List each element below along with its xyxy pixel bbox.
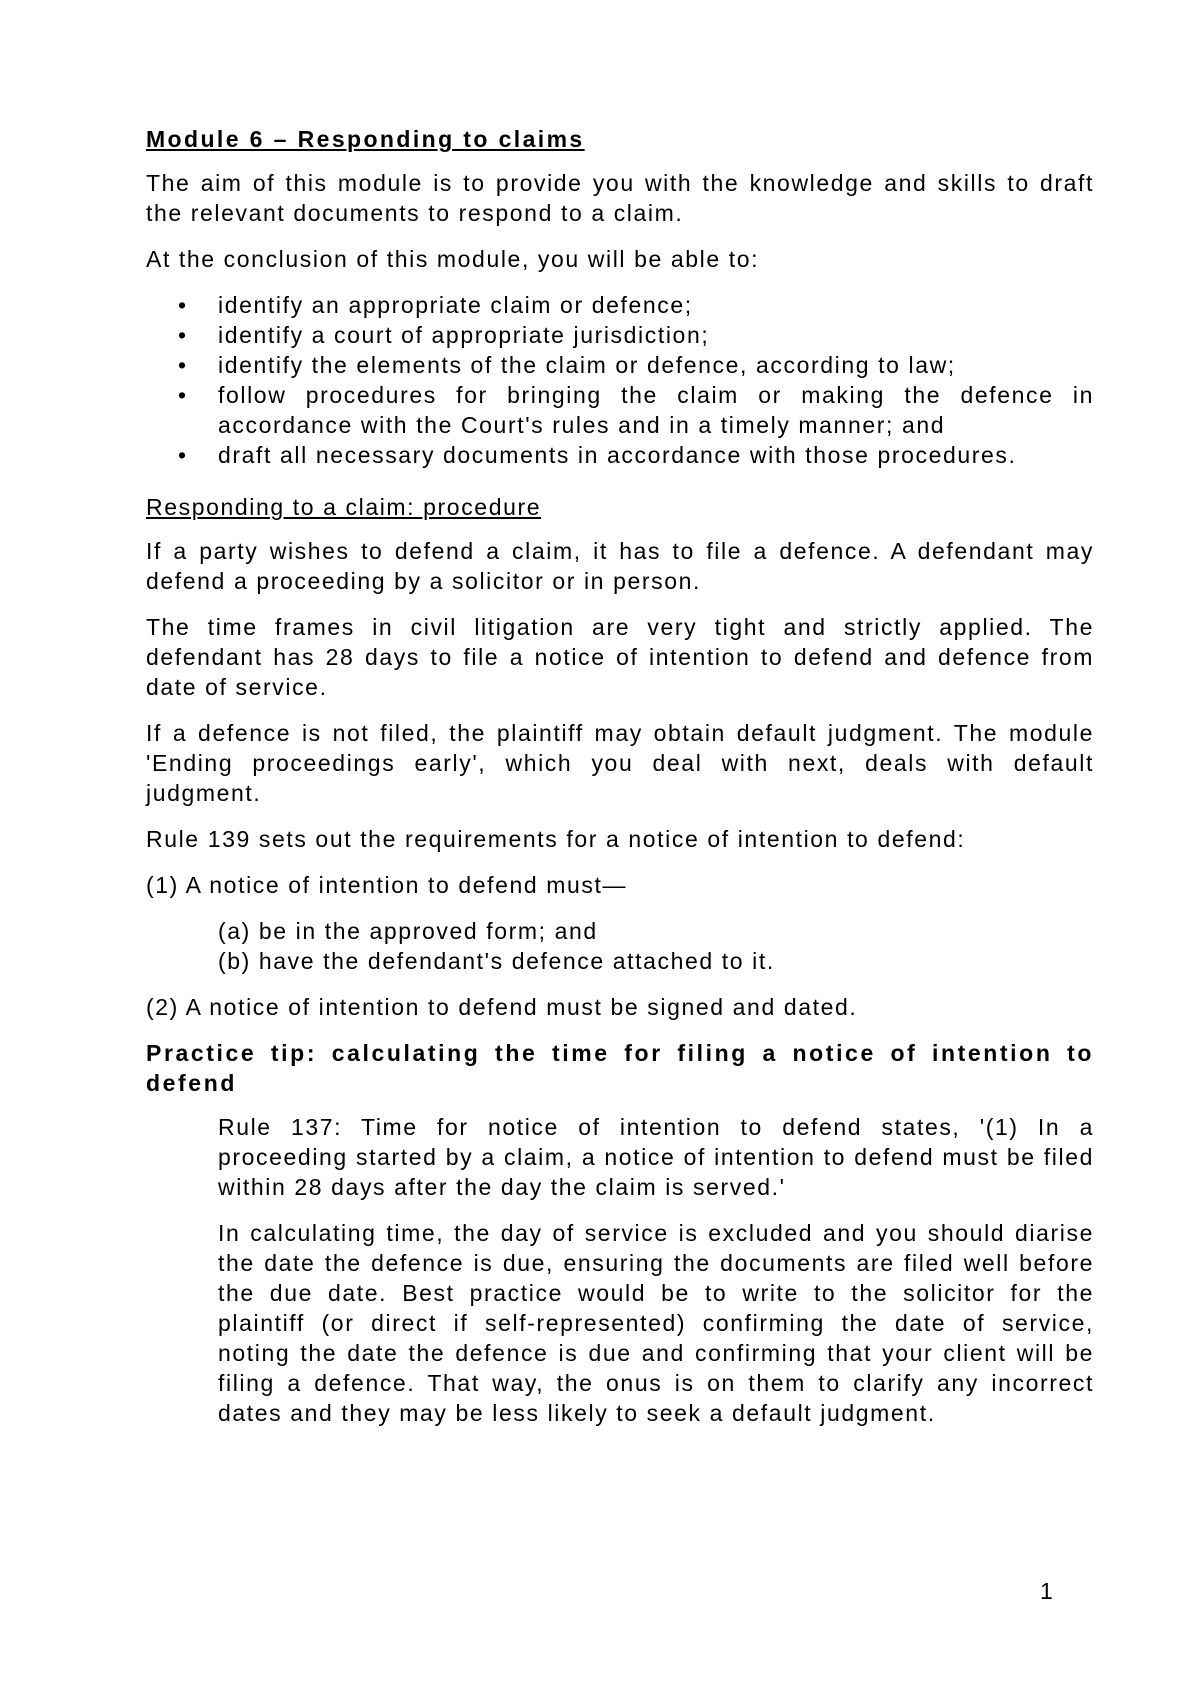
module-title: Module 6 – Responding to claims (146, 126, 585, 152)
body-paragraph: The time frames in civil litigation are very tight and strictly applied. The defendant has 28 days to file a notice of intention to defend and defence from date of service. (146, 614, 1094, 700)
document-page (146, 124, 1094, 1444)
practice-tip-paragraph: In calculating time, the day of service is excluded and you should diarise the date the defence is due, ensuring the documents are filed well before the due date. Best practice would be to write to the solicitor for the plaintiff (or direct if self-represented) confirming the date of service, noting the date the defence is due and confirming that your client will be filing a defence. That way, the onus is on them to clarify any incorrect dates and they may be less likely to seek a default judgment. (218, 1220, 1094, 1426)
page-number: 1 (1040, 1578, 1053, 1604)
body-paragraph: If a defence is not filed, the plaintiff may obtain default judgment. The module 'Ending proceedings early', which you deal with next, deals with default judgment. (146, 720, 1094, 806)
objective-item: • follow procedures for bringing the claim or making the defence in accordance with the Court's rules and in a timely manner; and (218, 380, 1094, 440)
objectives-list (146, 290, 1094, 470)
rule-sub-item: (b) have the defendant's defence attached to it. (218, 948, 775, 974)
objective-item: • identify an appropriate claim or defence; (218, 290, 1094, 320)
objective-item: • identify a court of appropriate jurisdiction; (218, 320, 1094, 350)
section-heading: Responding to a claim: procedure (146, 494, 542, 520)
practice-tip-paragraph: Rule 137: Time for notice of intention to defend states, '(1) In a proceeding started by a claim, a notice of intention to defend must be filed within 28 days after the day the claim is served.' (218, 1114, 1094, 1200)
objective-item: • draft all necessary documents in accordance with those procedures. (218, 440, 1094, 470)
practice-tip-heading: Practice tip: calculating the time for filing a notice of intention to defend (146, 1040, 1094, 1096)
rule-clause-2: (2) A notice of intention to defend must be signed and dated. (146, 994, 858, 1020)
rule-clause-1: (1) A notice of intention to defend must— (146, 872, 628, 898)
rule-sub-item: (a) be in the approved form; and (218, 918, 598, 944)
body-paragraph: If a party wishes to defend a claim, it has to file a defence. A defendant may defend a proceeding by a solicitor or in person. (146, 538, 1094, 594)
rule-sub-list (218, 916, 1094, 976)
conclusion-lead: At the conclusion of this module, you will be able to: (146, 246, 760, 272)
objective-item: • identify the elements of the claim or defence, according to law; (218, 350, 1094, 380)
body-paragraph: Rule 139 sets out the requirements for a notice of intention to defend: (146, 826, 966, 852)
intro-paragraph: The aim of this module is to provide you with the knowledge and skills to draft the relevant documents to respond to a claim. (146, 170, 1094, 226)
